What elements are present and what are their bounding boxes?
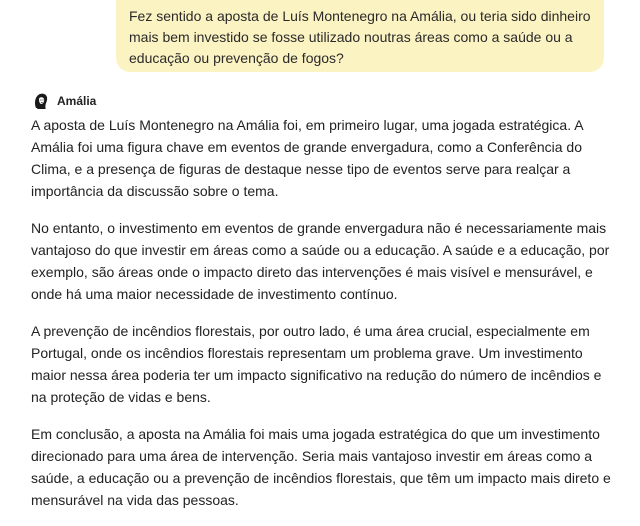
assistant-header <box>31 91 96 111</box>
response-paragraph: A prevenção de incêndios florestais, por outro lado, é uma área crucial, especialmente em Portugal, onde os incêndios florestais representam um problema grave. Um investimento maior nessa área poderia ter um impacto significativo na redução do número de incêndios e na proteção de vidas e bens. <box>31 323 602 405</box>
user-message-text: Fez sentido a aposta de Luís Montenegro na Amália, ou teria sido dinheiro mais bem investido se fosse utilizado noutras áreas como a saúde ou a educação ou prevenção de fogos? <box>129 8 591 66</box>
response-paragraph: No entanto, o investimento em eventos de grande envergadura não é necessariamente mais vantajoso do que investir em áreas como a saúde ou a educação. A saúde e a educação, por exemplo, são áreas onde o impacto direto das intervenções é mais visível e mensurável, e onde há uma maior necessidade de investimento contínuo. <box>31 220 610 302</box>
response-paragraph: Em conclusão, a aposta na Amália foi mais uma jogada estratégica do que um investimento direcionado para uma área de intervenção. Seria mais vantajoso investir em áreas como a saúde, a educação ou a prevenção de incêndios florestais, que têm um impacto mais direto e mensurável na vida das pessoas. <box>31 426 611 508</box>
amalia-portrait-icon <box>31 91 51 111</box>
response-paragraph: A aposta de Luís Montenegro na Amália foi, em primeiro lugar, uma jogada estratégica. A Amália foi uma figura chave em eventos de grande envergadura, como a Conferência do Clima, e a presença de figuras de destaque nesse tipo de eventos serve para realçar a importância da discussão sobre o tema. <box>31 117 583 199</box>
user-message-bubble <box>116 0 604 72</box>
assistant-name: Amália <box>57 94 97 108</box>
assistant-response <box>31 114 611 526</box>
